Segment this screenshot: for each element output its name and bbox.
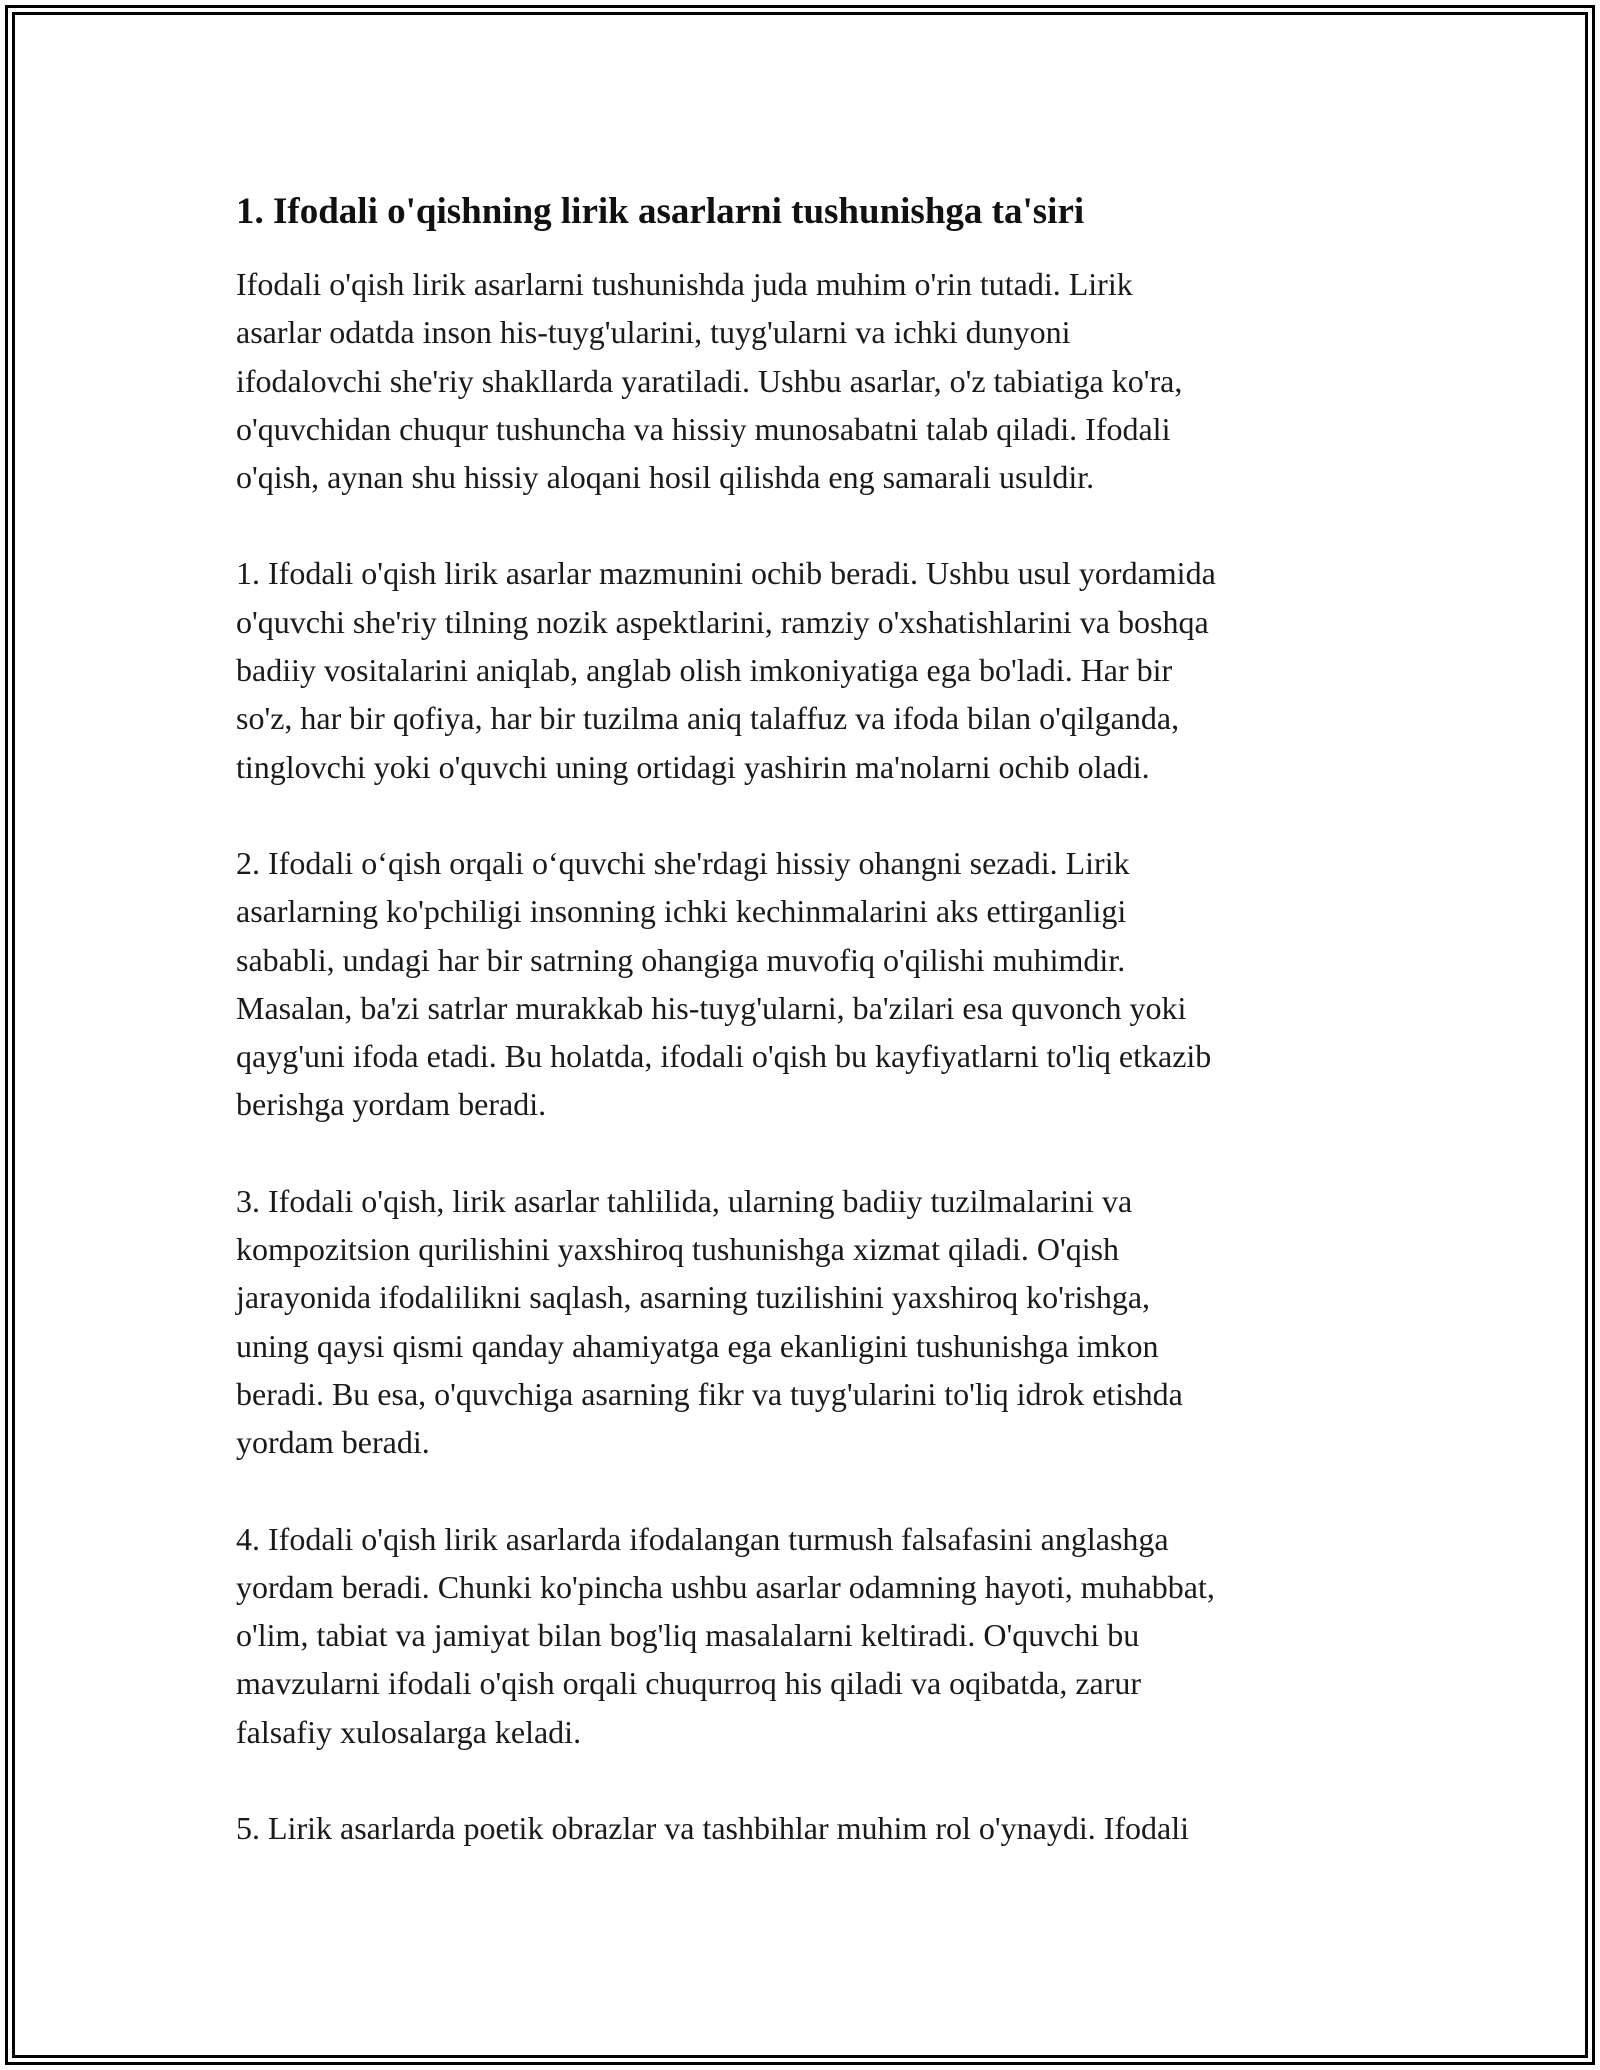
section-heading: 1. Ifodali o'qishning lirik asarlarni tushunishga ta'siri [236, 191, 1085, 232]
point-1-paragraph: 1. Ifodali o'qish lirik asarlar mazmunini ochib beradi. Ushbu usul yordamida o'quvchi she'riy tilning nozik aspektlarini, ramziy o'xshatishlarini va boshqa badiiy vositalarini aniqlab, anglab olish imkoniyatiga ega bo'ladi. Har bir so'z, har bir qofiya, har bir tuzilma aniq talaffuz va ifoda bilan o'qilganda, tinglovchi yoki o'quvchi uning ortidagi yashirin ma'nolarni ochib oladi. [236, 555, 1216, 785]
point-5-paragraph: 5. Lirik asarlarda poetik obrazlar va tashbihlar muhim rol o'ynaydi. Ifodali [236, 1810, 1190, 1847]
intro-paragraph: Ifodali o'qish lirik asarlarni tushunishda juda muhim o'rin tutadi. Lirik asarlar odatda inson his-tuyg'ularini, tuyg'ularni va ichki dunyoni ifodalovchi she'riy shakllarda yaratiladi. Ushbu asarlar, o'z tabiatiga ko'ra, o'quvchidan chuqur tushuncha va hissiy munosabatni talab qiladi. Ifodali o'qish, aynan shu hissiy aloqani hosil qilishda eng samarali usuldir. [236, 266, 1183, 496]
document-page [236, 186, 1366, 1852]
point-3-paragraph: 3. Ifodali o'qish, lirik asarlar tahlilida, ularning badiiy tuzilmalarini va kompozitsion qurilishini yaxshiroq tushunishga xizmat qiladi. O'qish jarayonida ifodalilikni saqlash, asarning tuzilishini yaxshiroq ko'rishga, uning qaysi qismi qanday ahamiyatga ega ekanligini tushunishga imkon beradi. Bu esa, o'quvchiga asarning fikr va tuyg'ularini to'liq idrok etishda yordam beradi. [236, 1182, 1183, 1461]
point-4-paragraph: 4. Ifodali o'qish lirik asarlarda ifodalangan turmush falsafasini anglashga yordam beradi. Chunki ko'pincha ushbu asarlar odamning hayoti, muhabbat, o'lim, tabiat va jamiyat bilan bog'liq masalalarni keltiradi. O'quvchi bu mavzularni ifodali o'qish orqali chuqurroq his qiladi va oqibatda, zarur falsafiy xulosalarga keladi. [236, 1520, 1215, 1750]
point-2-paragraph: 2. Ifodali o‘qish orqali o‘quvchi she'rdagi hissiy ohangni sezadi. Lirik asarlarning ko'pchiligi insonning ichki kechinmalarini aks ettirganligi sababli, undagi har bir satrning ohangiga muvofiq o'qilishi muhimdir. Masalan, ba'zi satrlar murakkab his-tuyg'ularni, ba'zilari esa quvonch yoki qayg'uni ifoda etadi. Bu holatda, ifodali o'qish bu kayfiyatlarni to'liq etkazib berishga yordam beradi. [236, 844, 1212, 1123]
